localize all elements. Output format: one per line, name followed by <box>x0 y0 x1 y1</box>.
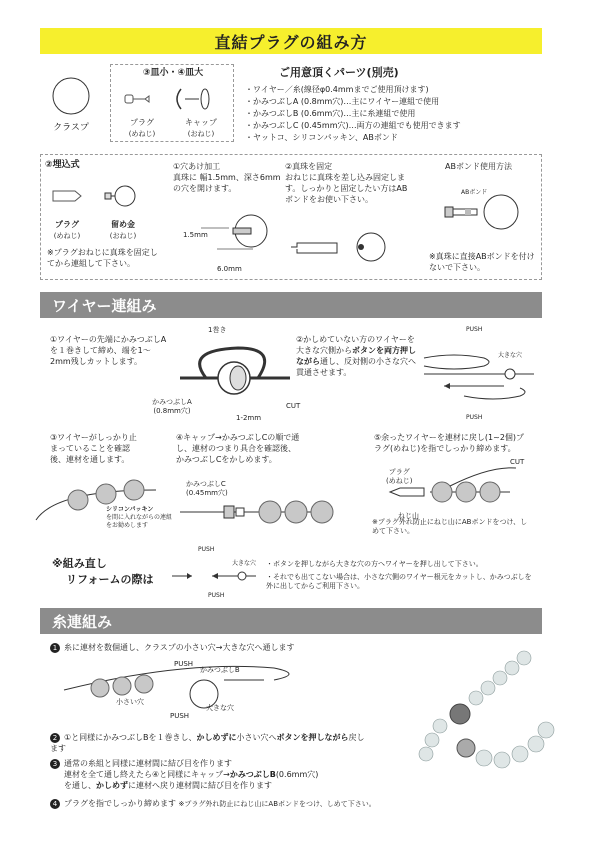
embed-heading: ②埋込式 <box>45 160 80 170</box>
parts-item: ・ヤットコ、シリコンパッキン、ABボンド <box>245 133 398 142</box>
embed-step2: ②真珠を固定 おねじに真珠を差し込み固定します。しっかりと固定したい方はABボンドをお使い下さい。 <box>285 162 408 204</box>
small-hole-label: 小さい穴 <box>116 698 144 706</box>
thread-section-header: 糸連組み <box>40 608 542 634</box>
thread-step1: 1 糸に連材を数個通し、クラスプの小さい穴→大きな穴へ通します <box>50 642 294 653</box>
big-hole-label: 大きな穴 <box>206 704 234 712</box>
plate-cap-label: キャップ (おねじ) <box>185 118 217 138</box>
kami-b-label: かみつぶしB <box>200 666 240 674</box>
wire-step1: ①ワイヤーの先端にかみつぶしAを１巻きして締め、端を1〜2mm残しカットします。 <box>50 335 167 366</box>
redo-title: ※組み直し リフォームの際は <box>52 557 154 586</box>
wire-step3: ③ワイヤーがしっかり止まっていることを確認後、連材を通します。 <box>50 433 137 464</box>
embed-parts-icon <box>45 181 165 221</box>
parts-item: ・かみつぶしA (0.8mm穴)…主にワイヤー連組で使用 <box>245 97 440 106</box>
plate-parts-icon <box>111 81 235 121</box>
push-label: PUSH <box>198 546 215 553</box>
push-label: PUSH <box>170 712 190 720</box>
parts-item: ・かみつぶしC (0.45mm穴)…両方の連組でも使用できます <box>245 121 461 130</box>
parts-item: ・ワイヤー／糸(線径φ0.4mmまでご使用頂けます) <box>245 85 429 94</box>
wire-step5: ⑤余ったワイヤーを連材に戻し(1~2個)プラグ(めねじ)を指でしっかり締めます。 <box>374 433 525 453</box>
plate-plug-label: プラグ (めねじ) <box>128 118 156 138</box>
ab-label: ABボンド <box>461 189 488 196</box>
embed-plug-label: プラグ (めねじ) <box>53 220 81 240</box>
redo-note-b: ・それでも出てこない場合は、小さな穴側のワイヤー根元をカットし、かみつぶしを外に出してからご利用下さい。 <box>266 573 532 590</box>
wire-kami-a: かみつぶしA (0.8mm穴) <box>152 398 192 415</box>
clasp-label: クラスプ <box>53 123 89 133</box>
s5-cut-label: CUT <box>510 458 525 466</box>
push-label: PUSH <box>466 414 483 421</box>
thread-step3: 3 通常の糸組と同様に連材間に結び目を作ります 連材を全て通し終えたら④と同様にキャップ→かみつぶしB(0.6mm穴) を通し、かしめずに連材へ戻り連材間に結び目を作ります <box>50 758 390 791</box>
s5-plug-label: プラグ (めねじ) <box>386 468 413 485</box>
drill-diagram-icon <box>181 213 291 273</box>
parts-heading: ご用意頂くパーツ(別売) <box>279 66 399 79</box>
wire-section-header: ワイヤー連組み <box>40 292 542 318</box>
pearl-necklace-photo <box>404 648 554 808</box>
wire-step2: ②かしめていない方のワイヤーを大きな穴側からボタンを両方押しながら通し、反対側の小さな穴へ貫通させます。 <box>296 335 416 377</box>
return-wire-icon <box>380 466 520 516</box>
ab-note: ※真珠に直接ABボンドを付けないで下さい。 <box>429 252 535 272</box>
silicone-label: シリコンパッキン を間に入れながらの連組をお勧めします <box>106 506 173 529</box>
cap-crimp-icon <box>180 494 330 534</box>
redo-big-hole: 大きな穴 <box>232 560 257 567</box>
dim-width: 1.5mm <box>183 231 208 239</box>
push-label: PUSH <box>208 592 225 599</box>
push-label: PUSH <box>466 326 483 333</box>
wire-cut-label: CUT <box>286 402 301 410</box>
big-hole-label: 大きな穴 <box>498 352 523 359</box>
embed-note: ※プラグおねじに真珠を固定してから連組して下さい。 <box>47 248 158 268</box>
neji-label: ねじ山 <box>398 512 419 520</box>
plate-heading: ③皿小・④皿大 <box>142 68 204 78</box>
page-title: 直結プラグの組み方 <box>40 28 542 54</box>
clasp-illustration <box>40 70 102 134</box>
thread-step2: 2 ①と同様にかみつぶしBを１巻きし、かしめずに小さい穴へボタンを押しながら戻します <box>50 733 365 753</box>
s5-note: ※プラグ外れ防止にねじ山にABボンドをつけ、しめて下さい。 <box>372 518 528 535</box>
embed-step1: ①穴あけ加工 真珠に 幅1.5mm、深さ6mm の穴を開けます。 <box>173 162 281 193</box>
push-label: PUSH <box>174 660 194 668</box>
push-both-buttons-icon <box>424 334 544 424</box>
ab-title: ABボンド使用方法 <box>445 162 512 171</box>
embed-stopper-label: 留め金 (おねじ) <box>109 220 137 240</box>
redo-note-a: ・ボタンを押しながら大きな穴の方へワイヤーを押し出して下さい。 <box>266 560 483 568</box>
wire-len-label: 1-2mm <box>236 414 262 422</box>
parts-item: ・かみつぶしB (0.6mm穴)…主に糸連組で使用 <box>245 109 416 118</box>
fix-pearl-icon <box>291 237 411 267</box>
ab-bond-icon <box>431 193 527 233</box>
wire-step4: ④キャップ→かみつぶしCの順で通し、連材のつまり具合を確認後、かみつぶしCをかしめます。 <box>176 433 300 464</box>
embed-section <box>40 154 542 280</box>
parts-list <box>245 64 545 150</box>
kami-c-label: かみつぶしC (0.45mm穴) <box>186 480 228 497</box>
wire-turn-label: 1巻き <box>208 326 227 334</box>
plate-box <box>110 64 234 142</box>
thread-step4: 4 プラグを指でしっかり締めます ※プラグ外れ防止にねじ山にABボンドをつけ、しめて下さい。 <box>50 798 450 809</box>
redo-push-icon <box>172 548 262 598</box>
dim-depth: 6.0mm <box>217 265 242 273</box>
